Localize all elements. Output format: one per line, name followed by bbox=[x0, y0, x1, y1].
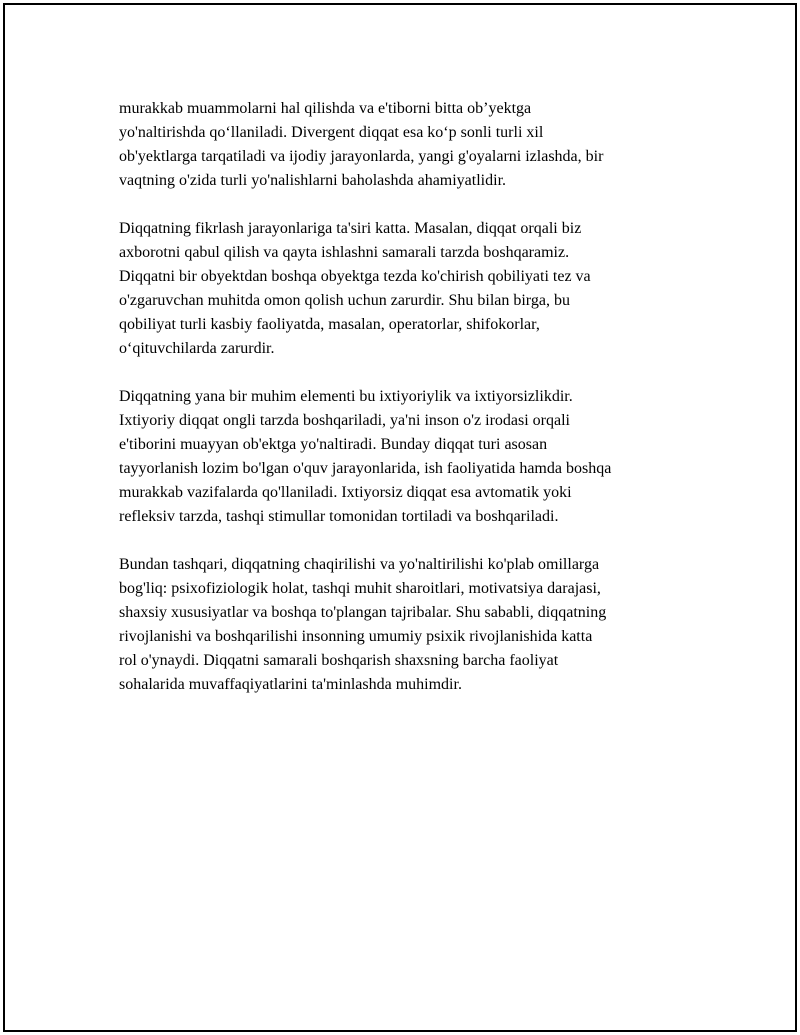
paragraph-3 bbox=[119, 385, 694, 529]
text-line: murakkab muammolarni hal qilishda va e'tiborni bitta ob’yektga bbox=[119, 100, 532, 117]
text-line: vaqtning o'zida turli yo'nalishlarni baholashda ahamiyatlidir. bbox=[119, 172, 507, 189]
text-line: e'tiborini muayyan ob'ektga yo'naltiradi. Bunday diqqat turi asosan bbox=[119, 436, 548, 453]
text-line: Diqqatni bir obyektdan boshqa obyektga tezda ko'chirish qobiliyati tez va bbox=[119, 268, 591, 285]
text-line: yo'naltirishda qo‘llaniladi. Divergent diqqat esa ko‘p sonli turli xil bbox=[119, 124, 544, 141]
text-line: Diqqatning fikrlash jarayonlariga ta'siri katta. Masalan, diqqat orqali biz bbox=[119, 220, 582, 237]
text-line: qobiliyat turli kasbiy faoliyatda, masalan, operatorlar, shifokorlar, bbox=[119, 316, 540, 333]
text-line: bog'liq: psixofiziologik holat, tashqi muhit sharoitlari, motivatsiya darajasi, bbox=[119, 580, 601, 597]
text-line: Ixtiyoriy diqqat ongli tarzda boshqariladi, ya'ni inson o'z irodasi orqali bbox=[119, 412, 570, 429]
text-line: o‘qituvchilarda zarurdir. bbox=[119, 340, 275, 357]
paragraph-2 bbox=[119, 217, 694, 361]
page-frame bbox=[3, 3, 797, 1032]
paragraph-4 bbox=[119, 553, 694, 697]
text-line: ob'yektlarga tarqatiladi va ijodiy jarayonlarda, yangi g'oyalarni izlashda, bir bbox=[119, 148, 604, 165]
paragraph-1 bbox=[119, 97, 694, 193]
document-body bbox=[119, 97, 694, 721]
text-line: Diqqatning yana bir muhim elementi bu ixtiyoriylik va ixtiyorsizlikdir. bbox=[119, 388, 573, 405]
text-line: murakkab vazifalarda qo'llaniladi. Ixtiyorsiz diqqat esa avtomatik yoki bbox=[119, 484, 572, 501]
text-line: tayyorlanish lozim bo'lgan o'quv jarayonlarida, ish faoliyatida hamda boshqa bbox=[119, 460, 612, 477]
text-line: refleksiv tarzda, tashqi stimullar tomonidan tortiladi va boshqariladi. bbox=[119, 508, 559, 525]
text-line: sohalarida muvaffaqiyatlarini ta'minlashda muhimdir. bbox=[119, 676, 462, 693]
text-line: axborotni qabul qilish va qayta ishlashni samarali tarzda boshqaramiz. bbox=[119, 244, 570, 261]
text-line: Bundan tashqari, diqqatning chaqirilishi va yo'naltirilishi ko'plab omillarga bbox=[119, 556, 600, 573]
text-line: o'zgaruvchan muhitda omon qolish uchun zarurdir. Shu bilan birga, bu bbox=[119, 292, 570, 309]
text-line: rivojlanishi va boshqarilishi insonning umumiy psixik rivojlanishida katta bbox=[119, 628, 593, 645]
text-line: rol o'ynaydi. Diqqatni samarali boshqarish shaxsning barcha faoliyat bbox=[119, 652, 559, 669]
text-line: shaxsiy xususiyatlar va boshqa to'plangan tajribalar. Shu sababli, diqqatning bbox=[119, 604, 607, 621]
